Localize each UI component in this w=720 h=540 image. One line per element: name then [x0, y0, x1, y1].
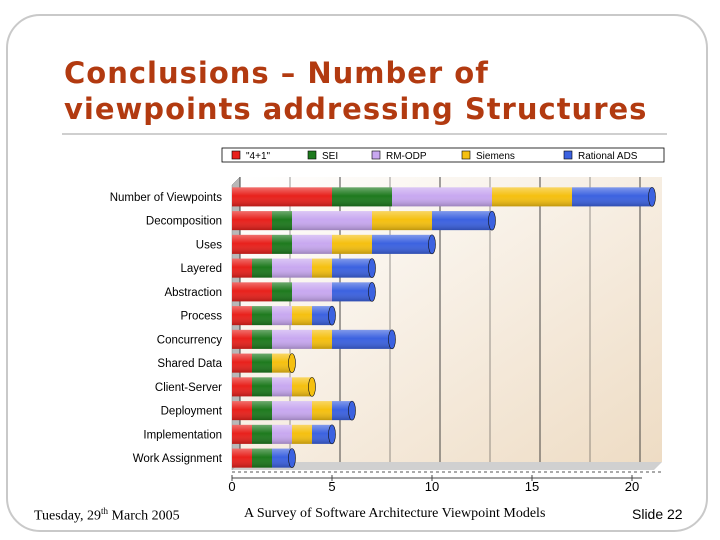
category-label: Decomposition	[145, 215, 222, 228]
bar-segment	[272, 330, 312, 349]
bar-segment	[252, 330, 272, 349]
bar-segment	[252, 401, 272, 420]
bar-segment	[272, 306, 292, 325]
bar-segment-shade	[272, 211, 292, 230]
bar-segment-shade	[252, 354, 272, 373]
bar-segment-shade	[572, 187, 652, 206]
bar-segment	[252, 449, 272, 468]
x-tick-label: 10	[424, 479, 440, 494]
x-tick-label: 20	[624, 479, 640, 494]
bar-segment	[232, 449, 252, 468]
bar-segment	[372, 235, 432, 254]
category-label: Process	[180, 310, 222, 323]
bar-segment	[272, 259, 312, 278]
bar-segment	[232, 259, 252, 278]
x-tick-label: 0	[228, 479, 236, 494]
bar-segment-shade	[432, 211, 492, 230]
bar-segment-shade	[232, 235, 272, 254]
bar-end-cap	[389, 330, 396, 349]
bar-segment-shade	[332, 235, 372, 254]
legend-swatch	[462, 151, 470, 159]
category-label: Work Assignment	[132, 453, 222, 466]
bar-segment-shade	[272, 330, 312, 349]
bar-end-cap	[329, 306, 336, 325]
bar-segment	[312, 401, 332, 420]
bar-segment-shade	[292, 282, 332, 301]
x-tick-label: 15	[524, 479, 540, 494]
bar-segment-shade	[292, 306, 312, 325]
bar-end-cap	[489, 211, 496, 230]
bar-segment	[292, 306, 312, 325]
bar-segment	[252, 354, 272, 373]
bar-segment	[272, 377, 292, 396]
bar-segment	[232, 354, 252, 373]
bar-segment-shade	[232, 211, 272, 230]
bar-segment-shade	[252, 449, 272, 468]
bar-segment-shade	[332, 330, 392, 349]
legend-swatch	[564, 151, 572, 159]
bar-segment-shade	[332, 259, 372, 278]
bar-segment	[332, 187, 392, 206]
bar-segment-shade	[332, 187, 392, 206]
bar-segment	[332, 235, 372, 254]
plot-floor	[232, 462, 662, 470]
category-label: Client-Server	[154, 381, 222, 394]
bar-segment-shade	[252, 425, 272, 444]
bar-segment-shade	[312, 401, 332, 420]
bar-segment-shade	[272, 306, 292, 325]
bar-segment	[232, 235, 272, 254]
bar-segment-shade	[232, 259, 252, 278]
footer-date-rest: March 2005	[108, 508, 180, 524]
bar-segment-shade	[252, 306, 272, 325]
bar-segment-shade	[272, 282, 292, 301]
footer-slide-number: Slide 22	[632, 506, 683, 522]
bar-segment	[232, 401, 252, 420]
bar-segment	[232, 330, 252, 349]
bar-end-cap	[309, 377, 316, 396]
category-label: Concurrency	[156, 334, 222, 347]
footer-date	[34, 506, 180, 525]
footer-date-sup: th	[101, 506, 109, 516]
bar-segment-shade	[272, 425, 292, 444]
footer-title: A Survey of Software Architecture Viewpoint Models	[244, 506, 546, 521]
bar-segment-shade	[232, 377, 252, 396]
bar-segment-shade	[232, 354, 252, 373]
bar-segment-shade	[312, 259, 332, 278]
bar-segment-shade	[252, 330, 272, 349]
bar-segment	[272, 211, 292, 230]
bar-segment-shade	[232, 449, 252, 468]
bar-segment-shade	[332, 282, 372, 301]
bar-segment-shade	[372, 235, 432, 254]
bar-segment	[432, 211, 492, 230]
bar-segment	[332, 259, 372, 278]
bar-segment	[312, 330, 332, 349]
bar-segment	[572, 187, 652, 206]
bar-segment-shade	[232, 425, 252, 444]
legend-swatch	[308, 151, 316, 159]
bar-segment	[232, 377, 252, 396]
bar-segment	[252, 306, 272, 325]
category-label: Deployment	[160, 405, 222, 418]
bar-segment	[292, 425, 312, 444]
bar-segment	[232, 187, 332, 206]
bar-segment-shade	[252, 401, 272, 420]
category-label: Shared Data	[157, 358, 222, 371]
bar-segment-shade	[252, 377, 272, 396]
title-line-1: Conclusions – Number of	[64, 56, 489, 90]
bar-end-cap	[329, 425, 336, 444]
bar-end-cap	[349, 401, 356, 420]
bar-segment	[392, 187, 492, 206]
legend-label: "4+1"	[246, 151, 271, 162]
x-tick-label: 5	[328, 479, 336, 494]
bar-end-cap	[429, 235, 436, 254]
bar-segment	[332, 330, 392, 349]
category-label: Layered	[180, 263, 222, 276]
bar-segment	[272, 235, 292, 254]
bar-segment-shade	[272, 259, 312, 278]
bar-segment-shade	[272, 377, 292, 396]
bar-end-cap	[289, 449, 296, 468]
title-line-2: viewpoints addressing Structures	[64, 92, 648, 126]
bar-segment	[232, 282, 272, 301]
bar-segment-shade	[232, 330, 252, 349]
footer-date-main: Tuesday, 29	[34, 508, 102, 524]
category-label: Abstraction	[164, 286, 222, 299]
bar-segment	[232, 425, 252, 444]
bar-segment	[272, 282, 292, 301]
bar-end-cap	[289, 354, 296, 373]
legend-swatch	[232, 151, 240, 159]
bar-end-cap	[649, 187, 656, 206]
bar-segment-shade	[492, 187, 572, 206]
bar-segment-shade	[372, 211, 432, 230]
bar-segment-shade	[272, 235, 292, 254]
bar-segment	[292, 211, 372, 230]
chart-legend	[222, 148, 664, 162]
bar-segment	[272, 425, 292, 444]
legend-label: RM-ODP	[386, 151, 427, 162]
bar-segment	[312, 259, 332, 278]
bar-segment	[232, 306, 252, 325]
bar-segment	[292, 282, 332, 301]
bar-segment	[252, 259, 272, 278]
bar-segment	[292, 235, 332, 254]
bar-segment-shade	[252, 259, 272, 278]
bar-segment	[232, 211, 272, 230]
bar-segment-shade	[292, 235, 332, 254]
bar-segment-shade	[392, 187, 492, 206]
bar-end-cap	[369, 259, 376, 278]
bar-segment-shade	[292, 211, 372, 230]
bar-segment	[272, 401, 312, 420]
bar-segment	[252, 425, 272, 444]
bar-segment-shade	[232, 306, 252, 325]
legend-label: SEI	[322, 151, 339, 162]
category-label: Uses	[195, 239, 222, 252]
bar-segment	[252, 377, 272, 396]
bar-segment-shade	[232, 401, 252, 420]
category-label: Number of Viewpoints	[109, 191, 222, 204]
bar-segment-shade	[232, 282, 272, 301]
bar-segment-shade	[292, 425, 312, 444]
legend-swatch	[372, 151, 380, 159]
plot-area	[110, 177, 662, 494]
bar-segment-shade	[312, 330, 332, 349]
legend-label: Siemens	[476, 151, 515, 162]
legend-label: Rational ADS	[578, 151, 638, 162]
category-label: Implementation	[143, 429, 222, 442]
bar-segment	[332, 282, 372, 301]
bar-segment-shade	[232, 187, 332, 206]
bar-segment	[492, 187, 572, 206]
bar-segment	[372, 211, 432, 230]
bar-end-cap	[369, 282, 376, 301]
bar-segment-shade	[272, 401, 312, 420]
